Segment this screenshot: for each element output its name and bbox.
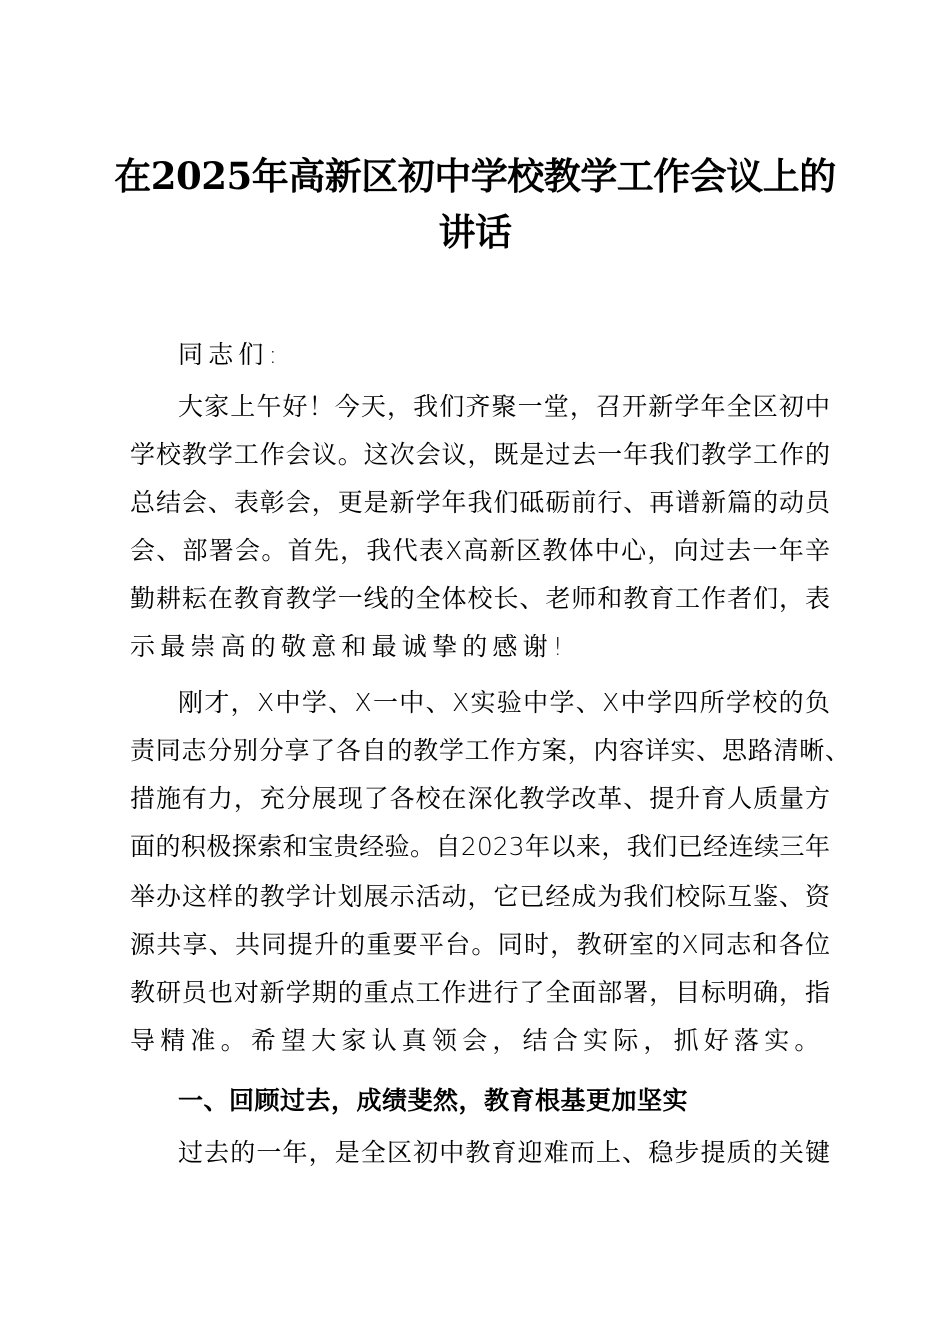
paragraph-1-line: 会、部署会。首先，我代表X高新区教体中心，向过去一年辛 [130, 536, 830, 565]
paragraph-2-line: 刚才，X中学、X一中、X实验中学、X中学四所学校的负 [178, 688, 830, 717]
paragraph-2-line: 措施有力，充分展现了各校在深化教学改革、提升育人质量方 [130, 784, 830, 813]
paragraph-1-line: 学校教学工作会议。这次会议，既是过去一年我们教学工作的 [130, 440, 830, 469]
paragraph-1-line: 总结会、表彰会，更是新学年我们砥砺前行、再谱新篇的动员 [130, 488, 830, 517]
title-line-1: 在2025年高新区初中学校教学工作会议上的 [114, 154, 836, 198]
salutation: 同志们: [178, 340, 283, 369]
paragraph-1-line: 勤耕耘在教育教学一线的全体校长、老师和教育工作者们，表 [130, 584, 830, 613]
paragraph-2-line: 责同志分别分享了各自的教学工作方案，内容详实、思路清晰、 [130, 736, 850, 765]
section-paragraph-line: 过去的一年，是全区初中教育迎难而上、稳步提质的关键 [178, 1138, 830, 1167]
document-title [100, 148, 850, 260]
paragraph-2-line: 导精准。希望大家认真领会，结合实际，抓好落实。 [130, 1026, 825, 1055]
paragraph-1-line: 示最崇高的敬意和最诚挚的感谢! [130, 632, 569, 661]
paragraph-2-line: 源共享、共同提升的重要平台。同时，教研室的X同志和各位 [130, 930, 830, 959]
title-line-2: 讲话 [438, 210, 512, 254]
paragraph-2-line: 教研员也对新学期的重点工作进行了全面部署，目标明确，指 [130, 978, 830, 1007]
section-heading: 一、回顾过去，成绩斐然，教育根基更加坚实 [178, 1086, 689, 1115]
paragraph-1-line: 大家上午好！今天，我们齐聚一堂，召开新学年全区初中 [178, 392, 830, 421]
paragraph-2-line: 举办这样的教学计划展示活动，它已经成为我们校际互鉴、资 [130, 882, 830, 911]
paragraph-2-line: 面的积极探索和宝贵经验。自2023年以来，我们已经连续三年 [130, 832, 830, 861]
